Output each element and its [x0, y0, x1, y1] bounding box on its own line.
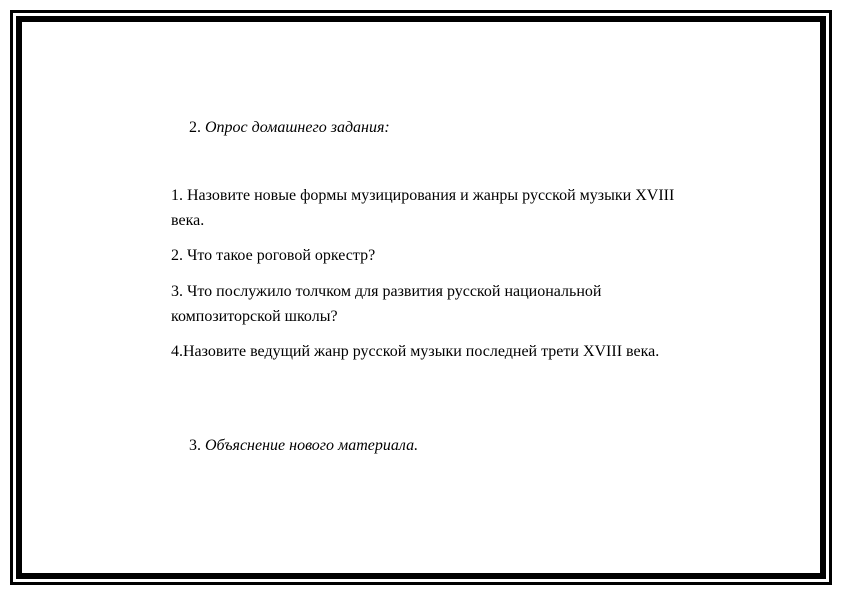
- question-item: 1. Назовите новые формы музицирования и жанры русской музыки XVIII века.: [171, 187, 675, 229]
- section-title: Объяснение нового материала.: [205, 437, 419, 454]
- section-heading-homework: [189, 118, 390, 138]
- section-heading-new-material: [189, 436, 418, 456]
- question-item: 2. Что такое роговой оркестр?: [171, 247, 376, 264]
- section-number: 3.: [189, 437, 201, 454]
- section-title: Опрос домашнего задания:: [205, 119, 390, 136]
- question-item: 3. Что послужило толчком для развития русской национальной композиторской школы?: [171, 283, 602, 325]
- question-item: 4.Назовите ведущий жанр русской музыки последней трети XVIII века.: [171, 343, 660, 360]
- section-number: 2.: [189, 119, 201, 136]
